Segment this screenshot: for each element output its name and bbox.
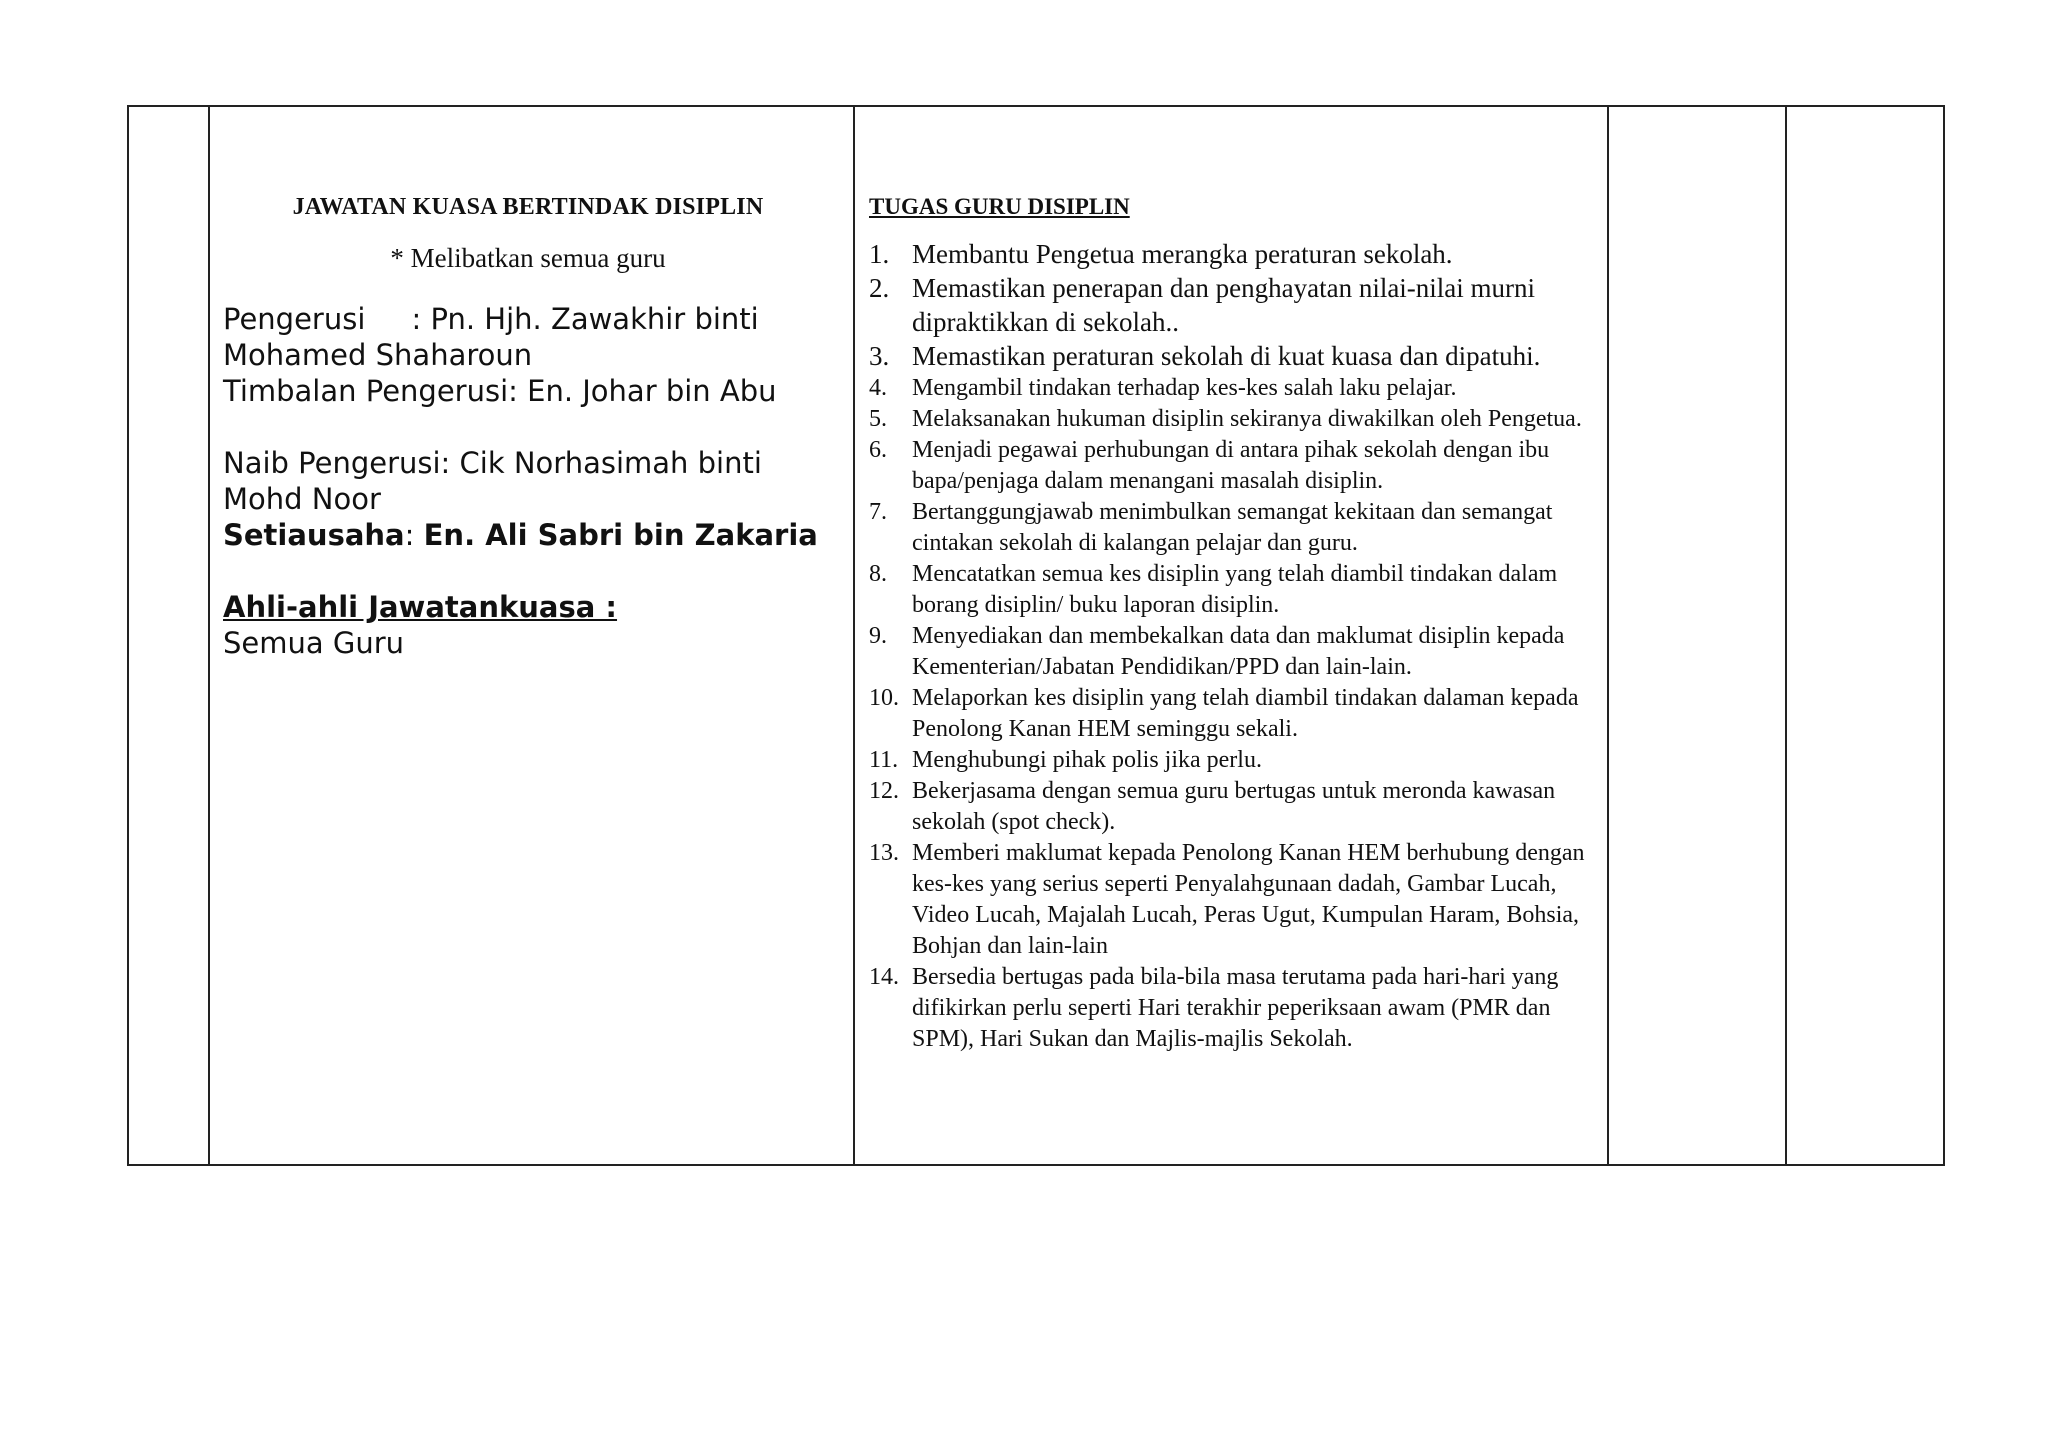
committee-members: [223, 301, 833, 661]
duty-text: Menjadi pegawai perhubungan di antara pihak sekolah dengan ibu bapa/penjaga dalam menangani masalah disiplin.: [912, 437, 1550, 494]
duty-text: Memastikan peraturan sekolah di kuat kuasa dan dipatuhi.: [912, 341, 1541, 371]
list-item: [869, 404, 1597, 435]
duty-text: Bertanggungjawab menimbulkan semangat kekitaan dan semangat cintakan sekolah di kalangan pelajar dan guru.: [912, 499, 1553, 556]
list-item: [869, 838, 1597, 962]
duty-text: Melaksanakan hukuman disiplin sekiranya diwakilkan oleh Pengetua.: [912, 406, 1582, 432]
duty-number: 6.: [869, 437, 887, 463]
list-item: [869, 745, 1597, 776]
duty-number: 5.: [869, 406, 887, 432]
secretary-label: Setiausaha: [223, 518, 405, 552]
list-item: [869, 339, 1597, 373]
duty-number: 4.: [869, 375, 887, 401]
list-item: [869, 559, 1597, 621]
list-item: [869, 497, 1597, 559]
duty-text: Bekerjasama dengan semua guru bertugas untuk meronda kawasan sekolah (spot check).: [912, 778, 1556, 835]
chair-line-1: Pengerusi : Pn. Hjh. Zawakhir binti: [223, 302, 759, 336]
duty-text: Menghubungi pihak polis jika perlu.: [912, 747, 1262, 773]
duty-text: Memberi maklumat kepada Penolong Kanan HEM berhubung dengan kes-kes yang serius seperti Penyalahgunaan dadah, Gambar Lucah, Video Lucah, Majalah Lucah, Peras Ugut, Kumpulan Haram, Bohsia, Bohjan dan lain-lain: [912, 840, 1585, 959]
duty-text: Memastikan penerapan dan penghayatan nilai-nilai murni dipraktikkan di sekolah..: [912, 273, 1536, 337]
duty-text: Mencatatkan semua kes disiplin yang telah diambil tindakan dalam borang disiplin/ buku laporan disiplin.: [912, 561, 1558, 618]
list-item: [869, 776, 1597, 838]
duties-list: [869, 237, 1597, 1055]
list-item: [869, 435, 1597, 497]
members-heading: Ahli-ahli Jawatankuasa :: [223, 590, 618, 624]
duty-number: 12.: [869, 778, 899, 804]
duty-text: Melaporkan kes disiplin yang telah diambil tindakan dalaman kepada Penolong Kanan HEM seminggu sekali.: [912, 685, 1579, 742]
list-item: [869, 962, 1597, 1055]
duties-cell: [854, 106, 1608, 1165]
secretary-separator: :: [404, 518, 424, 552]
committee-title: JAWATAN KUASA BERTINDAK DISIPLIN: [292, 194, 764, 220]
duty-number: 7.: [869, 499, 887, 525]
duty-number: 14.: [869, 964, 899, 990]
committee-table: [127, 105, 1945, 1166]
chair-line-2: Mohamed Shaharoun: [223, 338, 533, 372]
members-value: Semua Guru: [223, 626, 405, 660]
list-item: [869, 621, 1597, 683]
committee-cell: [209, 106, 854, 1165]
vice-chair-line-2: Mohd Noor: [223, 482, 381, 516]
secretary-name: En. Ali Sabri bin Zakaria: [423, 518, 818, 552]
duty-text: Mengambil tindakan terhadap kes-kes salah laku pelajar.: [912, 375, 1457, 401]
duty-text: Menyediakan dan membekalkan data dan maklumat disiplin kepada Kementerian/Jabatan Pendidikan/PPD dan lain-lain.: [912, 623, 1565, 680]
blank-cell-number: [128, 106, 209, 1165]
list-item: [869, 683, 1597, 745]
duty-number: 13.: [869, 840, 899, 866]
duty-number: 9.: [869, 623, 887, 649]
duty-text: Membantu Pengetua merangka peraturan sekolah.: [912, 239, 1453, 269]
duty-number: 10.: [869, 685, 899, 711]
duty-number: 8.: [869, 561, 887, 587]
deputy-chair-line: Timbalan Pengerusi: En. Johar bin Abu: [223, 374, 777, 408]
duty-number: 2.: [869, 273, 890, 303]
table-row: [128, 106, 1944, 1165]
blank-cell-remarks: [1786, 106, 1944, 1165]
duty-number: 11.: [869, 747, 899, 773]
duty-number: 1.: [869, 239, 890, 269]
blank-cell-date: [1608, 106, 1786, 1165]
secretary-line: [223, 517, 833, 553]
vice-chair-line-1: Naib Pengerusi: Cik Norhasimah binti: [223, 446, 762, 480]
duty-number: 3.: [869, 341, 890, 371]
list-item: [869, 373, 1597, 404]
duties-heading: TUGAS GURU DISIPLIN: [869, 194, 1130, 219]
list-item: [869, 271, 1597, 339]
duty-text: Bersedia bertugas pada bila-bila masa terutama pada hari-hari yang difikirkan perlu seperti Hari terakhir peperiksaan awam (PMR dan SPM), Hari Sukan dan Majlis-majlis Sekolah.: [912, 964, 1559, 1052]
committee-note: * Melibatkan semua guru: [390, 243, 666, 273]
list-item: [869, 237, 1597, 271]
